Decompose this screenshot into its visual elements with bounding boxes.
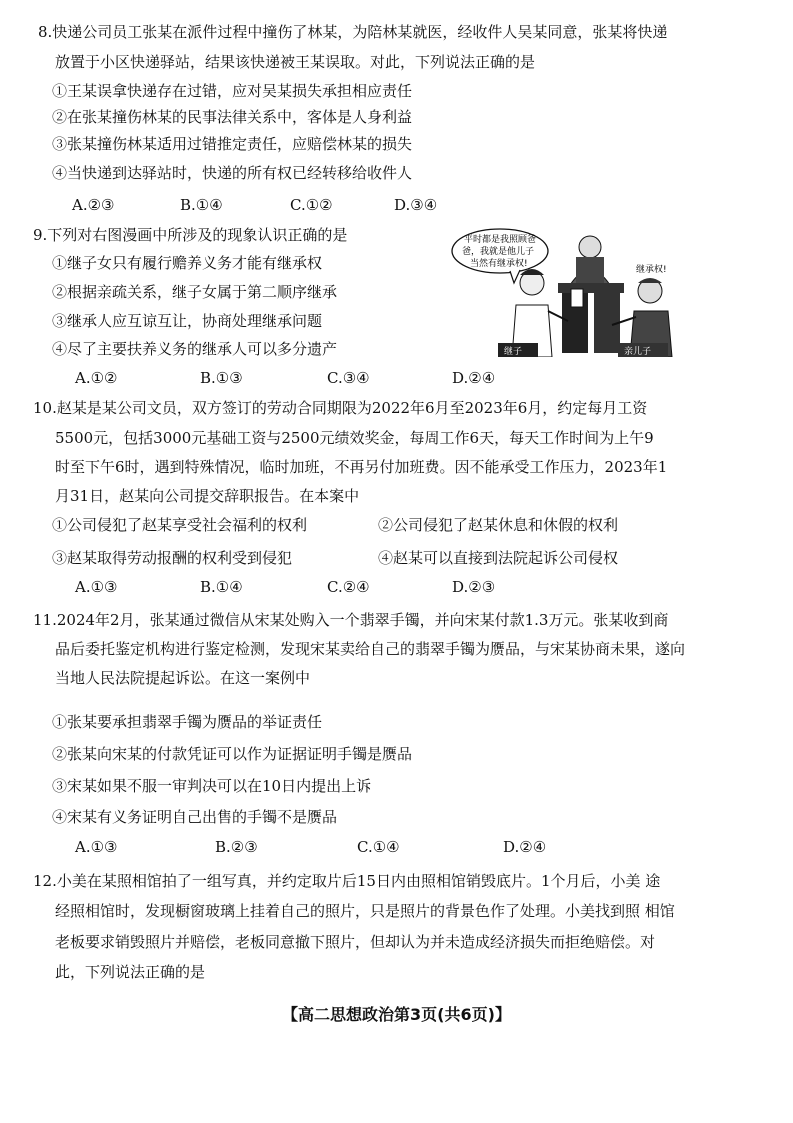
q8-option-4: ④当快递到达驿站时，快递的所有权已经转移给收件人	[52, 164, 413, 182]
q9-option-1: ①继子女只有履行赡养义务才能有继承权	[52, 254, 323, 272]
q9-choice-b: B.①③	[200, 369, 243, 387]
q9-stem: 9.下列对右图漫画中所涉及的现象认识正确的是	[33, 226, 348, 244]
label-biological-son: 亲儿子	[624, 347, 652, 357]
q10-stem-line-4: 月31日，赵某向公司提交辞职报告。在本案中	[55, 487, 360, 505]
q11-option-2: ②张某向宋某的付款凭证可以作为证据证明手镯是赝品	[52, 745, 413, 763]
inheritance-cartoon	[450, 225, 686, 357]
q12-stem-line-2: 经照相馆时，发现橱窗玻璃上挂着自己的照片，只是照片的背景色作了处理。小美找到照 相馆	[55, 902, 675, 920]
q9-choice-c: C.③④	[327, 369, 370, 387]
q8-choice-c: C.①②	[290, 196, 333, 214]
q8-option-3: ③张某撞伤林某适用过错推定责任，应赔偿林某的损失	[52, 135, 413, 153]
bubble-line-1: 平时都是我照顾爸	[464, 235, 537, 245]
q8-choice-a: A.②③	[72, 196, 115, 214]
q8-stem-line-2: 放置于小区快递驿站，结果该快递被王某误取。对此，下列说法正确的是	[55, 53, 536, 71]
q9-option-4: ④尽了主要扶养义务的继承人可以多分遗产	[52, 340, 338, 358]
q10-stem-line-1: 10.赵某是某公司文员，双方签订的劳动合同期限为2022年6月至2023年6月，约定每月工资	[33, 399, 648, 417]
q10-choice-b: B.①④	[200, 578, 243, 596]
q8-choice-d: D.③④	[394, 196, 438, 214]
right-son-speech: 继承权!	[636, 265, 667, 275]
q8-choice-b: B.①④	[180, 196, 223, 214]
page-footer: 【高二思想政治第3页(共6页)】	[282, 1005, 511, 1024]
q9-choice-d: D.②④	[452, 369, 496, 387]
q10-choice-a: A.①③	[75, 578, 118, 596]
q10-option-2: ②公司侵犯了赵某休息和休假的权利	[378, 516, 619, 534]
q11-stem-line-1: 11.2024年2月，张某通过微信从宋某处购入一个翡翠手镯，并向宋某付款1.3万元。张某收到商	[33, 611, 669, 629]
q11-option-1: ①张某要承担翡翠手镯为赝品的举证责任	[52, 713, 323, 731]
q12-stem-line-3: 老板要求销毁照片并赔偿，老板同意撤下照片，但却认为并未造成经济损失而拒绝赔偿。对	[55, 933, 656, 951]
q10-choice-d: D.②③	[452, 578, 496, 596]
q10-option-1: ①公司侵犯了赵某享受社会福利的权利	[52, 516, 308, 534]
q9-option-2: ②根据亲疏关系，继子女属于第二顺序继承	[52, 283, 338, 301]
q11-choice-b: B.②③	[215, 838, 258, 856]
q12-stem-line-1: 12.小美在某照相馆拍了一组写真，并约定取片后15日内由照相馆销毁底片。1个月后，小美 途	[33, 872, 661, 890]
q11-stem-line-3: 当地人民法院提起诉讼。在这一案例中	[55, 669, 311, 687]
q11-option-4: ④宋某有义务证明自己出售的手镯不是赝品	[52, 808, 338, 826]
q11-choice-a: A.①③	[75, 838, 118, 856]
q11-option-3: ③宋某如果不服一审判决可以在10日内提出上诉	[52, 777, 372, 795]
q10-option-4: ④赵某可以直接到法院起诉公司侵权	[378, 549, 619, 567]
q10-option-3: ③赵某取得劳动报酬的权利受到侵犯	[52, 549, 293, 567]
q8-option-1: ①王某误拿快递存在过错，应对吴某损失承担相应责任	[52, 82, 413, 100]
q8-stem-line-1: 8.快递公司员工张某在派件过程中撞伤了林某，为陪林某就医，经收件人吴某同意，张某将快递	[38, 23, 668, 41]
q10-stem-line-3: 时至下午6时，遇到特殊情况，临时加班，不再另付加班费。因不能承受工作压力，2023年1	[55, 458, 668, 476]
q8-option-2: ②在张某撞伤林某的民事法律关系中，客体是人身利益	[52, 108, 413, 126]
q10-choice-c: C.②④	[327, 578, 370, 596]
q9-option-3: ③继承人应互谅互让，协商处理继承问题	[52, 312, 323, 330]
q11-stem-line-2: 品后委托鉴定机构进行鉴定检测，发现宋某卖给自己的翡翠手镯为赝品，与宋某协商未果，遂向	[55, 640, 686, 658]
q9-choice-a: A.①②	[75, 369, 118, 387]
q10-stem-line-2: 5500元，包括3000元基础工资与2500元绩效奖金，每周工作6天，每天工作时间为上午9	[55, 429, 654, 447]
q11-choice-d: D.②④	[503, 838, 547, 856]
cartoon-drawing	[450, 225, 686, 357]
q12-stem-line-4: 此，下列说法正确的是	[55, 963, 206, 981]
bubble-line-3: 当然有继承权!	[470, 259, 528, 269]
q11-choice-c: C.①④	[357, 838, 400, 856]
label-stepson: 继子	[504, 347, 523, 357]
bubble-line-2: 爸，我就是他儿子	[462, 247, 535, 257]
